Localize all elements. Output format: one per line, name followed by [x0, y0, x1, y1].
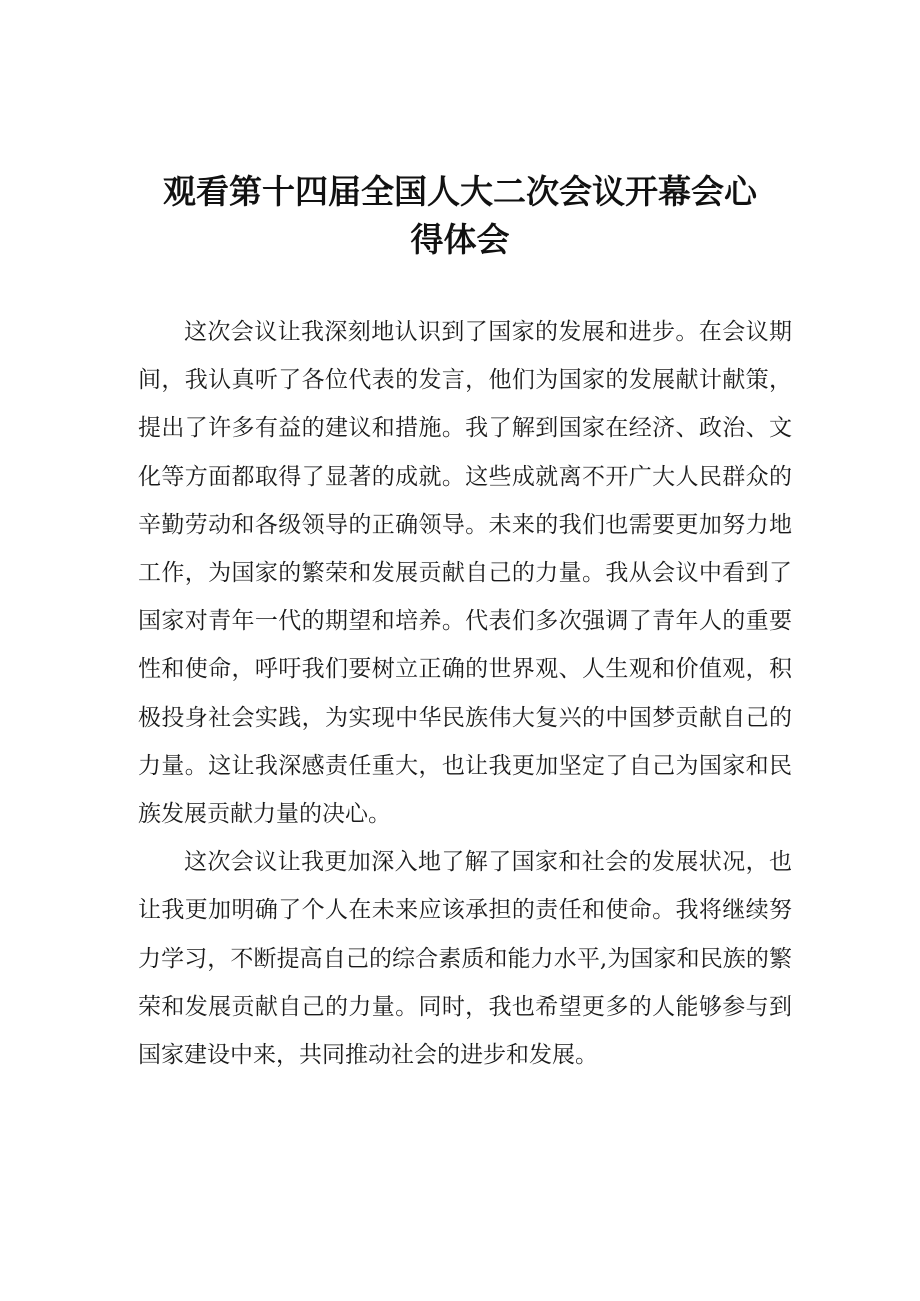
paragraph-2: 这次会议让我更加深入地了解了国家和社会的发展状况，也让我更加明确了个人在未来应该承担的责任和使命。我将继续努力学习，不断提高自己的综合素质和能力水平,为国家和民族的繁荣和发展贡献自己的力量。同时，我也希望更多的人能够参与到国家建设中来，共同推动社会的进步和发展。: [138, 849, 792, 1069]
document-title: [120, 168, 800, 264]
document-title-line-2: 得体会: [410, 220, 510, 259]
document-body: [138, 308, 792, 1079]
document-title-line-1: 观看第十四届全国人大二次会议开幕会心: [163, 172, 757, 211]
paragraph-1: 这次会议让我深刻地认识到了国家的发展和进步。在会议期间，我认真听了各位代表的发言，他们为国家的发展献计献策，提出了许多有益的建议和措施。我了解到国家在经济、政治、文化等方面都取得了显著的成就。这些成就离不开广大人民群众的辛勤劳动和各级领导的正确领导。未来的我们也需要更加努力地工作，为国家的繁荣和发展贡献自己的力量。我从会议中看到了国家对青年一代的期望和培养。代表们多次强调了青年人的重要性和使命，呼吁我们要树立正确的世界观、人生观和价值观，积极投身社会实践，为实现中华民族伟大复兴的中国梦贡献自己的力量。这让我深感责任重大，也让我更加坚定了自己为国家和民族发展贡献力量的决心。: [138, 319, 792, 828]
